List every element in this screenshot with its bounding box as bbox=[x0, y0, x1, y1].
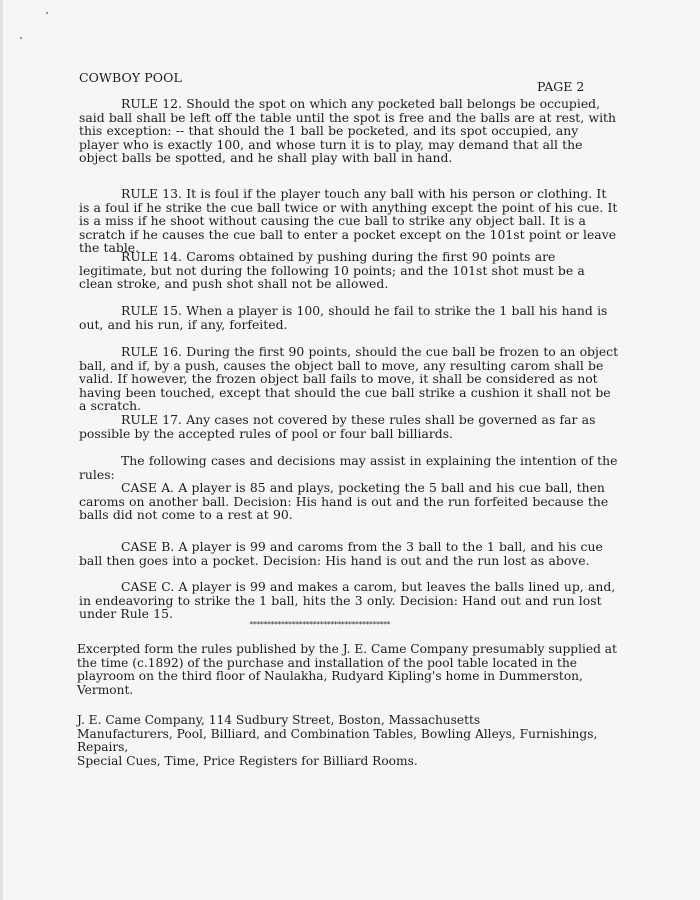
case-label: CASE C. bbox=[121, 579, 175, 594]
rule-label: RULE 16. bbox=[121, 344, 182, 359]
rule-label: RULE 17. bbox=[121, 412, 182, 427]
rule-text: It is foul if the player touch any ball with his person or clothing. It is a foul if he strike the cue ball twice or with anything except the point of his cue. It is a miss if he shoot without causing the cue ball to strike any object ball. It is a scratch if he causes the cue ball to enter a pocket except on the 101st point or leave the table. bbox=[79, 186, 618, 255]
company-info bbox=[77, 714, 617, 768]
scan-speck bbox=[46, 12, 48, 14]
scan-edge bbox=[0, 0, 3, 900]
intro-text: The following cases and decisions may assist in explaining the intention of the rules: bbox=[79, 453, 618, 482]
rule-label: RULE 13. bbox=[121, 186, 182, 201]
rule-12 bbox=[79, 97, 619, 165]
rule-14 bbox=[79, 250, 619, 291]
rule-13 bbox=[79, 187, 619, 255]
rule-label: RULE 12. bbox=[121, 96, 182, 111]
cases-intro bbox=[79, 454, 619, 481]
case-b bbox=[79, 540, 619, 567]
rule-label: RULE 14. bbox=[121, 249, 182, 264]
case-label: CASE B. bbox=[121, 539, 175, 554]
case-text: A player is 99 and makes a carom, but leaves the balls lined up, and, in endeavoring to strike the 1 ball, hits the 3 only. Decision: Hand out and run lost under Rule 15. bbox=[79, 579, 616, 621]
case-c bbox=[79, 580, 619, 621]
rule-text: When a player is 100, should he fail to strike the 1 ball his hand is out, and his run, if any, forfeited. bbox=[79, 303, 608, 332]
case-text: A player is 99 and caroms from the 3 ball to the 1 ball, and his cue ball then goes into a pocket. Decision: His hand is out and the run lost as above. bbox=[79, 539, 603, 568]
rule-16 bbox=[79, 345, 619, 413]
case-text: A player is 85 and plays, pocketing the 5 ball and his cue ball, then caroms on another ball. Decision: His hand is out and the run forfeited because the balls did not come to a rest at 90. bbox=[79, 480, 609, 522]
asterisk-separator: **************************************** bbox=[249, 621, 390, 629]
case-label: CASE A. bbox=[121, 480, 175, 495]
rule-text: Should the spot on which any pocketed ball belongs be occupied, said ball shall be left off the table until the spot is free and the balls are at rest, with this exception: -- that should the 1 ball be pocketed, and its spot occupied, any player who is exactly 100, and whose turn it is to play, may demand that all the object balls be spotted, and he shall play with ball in hand. bbox=[79, 96, 616, 165]
rule-label: RULE 15. bbox=[121, 303, 182, 318]
company-products: Manufacturers, Pool, Billiard, and Combination Tables, Bowling Alleys, Furnishings, Repairs, bbox=[77, 726, 598, 754]
rule-text: Caroms obtained by pushing during the first 90 points are legitimate, but not during the following 10 points; and the 101st shot must be a clean stroke, and push shot shall not be allowed. bbox=[79, 249, 585, 291]
scan-speck bbox=[20, 37, 22, 39]
rule-text: Any cases not covered by these rules shall be governed as far as possible by the accepted rules of pool or four ball billiards. bbox=[79, 412, 596, 441]
rule-15 bbox=[79, 304, 619, 331]
document-title: COWBOY POOL bbox=[79, 70, 182, 85]
page-number: PAGE 2 bbox=[537, 79, 585, 94]
rule-17 bbox=[79, 413, 619, 440]
company-address: J. E. Came Company, 114 Sudbury Street, Boston, Massachusetts bbox=[77, 713, 481, 727]
rule-text: During the first 90 points, should the cue ball be frozen to an object ball, and if, by a push, causes the object ball to move, any resulting carom shall be valid. If however, the frozen object ball fails to move, it shall be considered as not having been touched, except that should the cue ball strike a cushion it shall not be a scratch. bbox=[79, 344, 619, 413]
excerpt-note: Excerpted form the rules published by the J. E. Came Company presumably supplied at the time (c.1892) of the purchase and installation of the pool table located in the playroom on the third floor of Naulakha, Rudyard Kipling's home in Dummerston, Vermont. bbox=[77, 642, 617, 697]
company-products-cont: Special Cues, Time, Price Registers for Billiard Rooms. bbox=[77, 753, 418, 768]
case-a bbox=[79, 481, 619, 522]
